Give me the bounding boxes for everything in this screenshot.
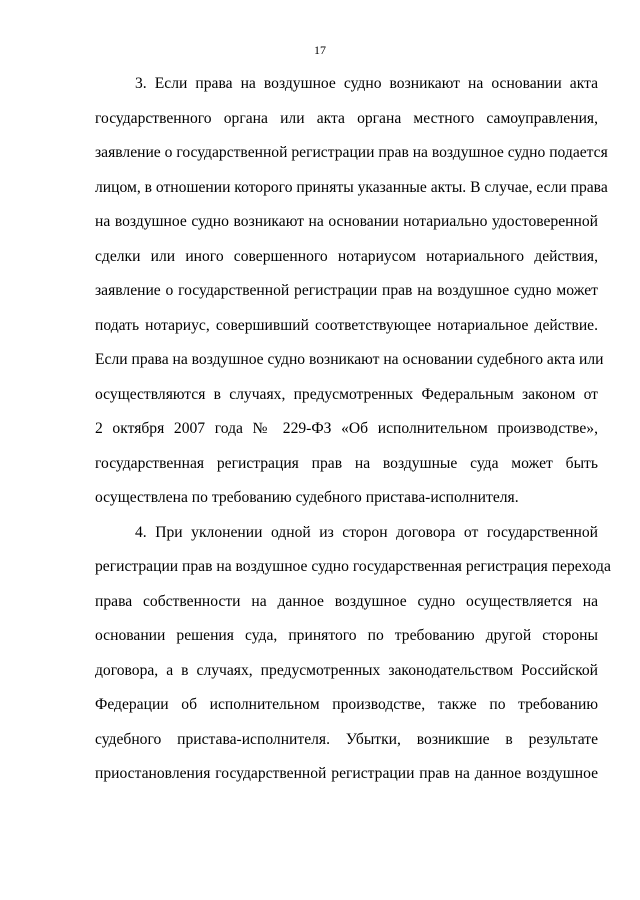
text-line: основании решения суда, принятого по требованию другой стороны [95, 627, 598, 644]
text-line: Если права на воздушное судно возникают на основании судебного акта или [95, 351, 604, 368]
text-line: судебного пристава-исполнителя. Убытки, возникшие в результате [95, 730, 598, 748]
text-line: 4. При уклонении одной из сторон договора от государственной [135, 523, 598, 541]
text-line: заявление о государственной регистрации прав на воздушное судно подается [95, 144, 608, 161]
text-line: приостановления государственной регистрации прав на данное воздушное [95, 765, 598, 782]
text-line: на воздушное судно возникают на основании нотариально удостоверенной [95, 213, 598, 230]
text-line: заявление о государственной регистрации прав на воздушное судно может [95, 282, 598, 299]
text-line: лицом, в отношении которого приняты указанные акты. В случае, если права [95, 178, 608, 196]
text-line: регистрации прав на воздушное судно государственная регистрация перехода [95, 558, 611, 575]
document-body [95, 67, 611, 792]
text-line: права собственности на данное воздушное судно осуществляется на [95, 592, 598, 610]
text-line: 3. Если права на воздушное судно возникают на основании акта [135, 75, 598, 92]
text-line: государственная регистрация прав на воздушные суда может быть [95, 454, 598, 472]
text-line: 2 октября 2007 года № 229-ФЗ «Об исполнительном производстве», [95, 420, 598, 437]
paragraph-4 [95, 516, 611, 792]
page-number: 17 [314, 43, 326, 57]
text-line: государственного органа или акта органа местного самоуправления, [95, 109, 598, 127]
text-line: подать нотариус, совершивший соответствующее нотариальное действие. [95, 316, 598, 334]
text-line: осуществлена по требованию судебного пристава-исполнителя. [95, 489, 519, 506]
text-line: договора, а в случаях, предусмотренных законодательством Российской [95, 661, 598, 679]
text-line: сделки или иного совершенного нотариусом нотариального действия, [95, 247, 598, 265]
text-line: Федерации об исполнительном производстве, также по требованию [95, 696, 598, 713]
text-line: осуществляются в случаях, предусмотренных Федеральным законом от [95, 385, 598, 403]
paragraph-3 [95, 67, 608, 516]
